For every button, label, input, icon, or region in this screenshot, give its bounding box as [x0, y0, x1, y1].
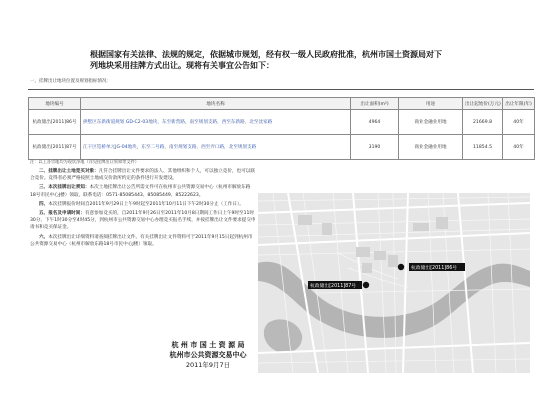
top-rule: [28, 89, 534, 90]
header-use: 用途: [399, 98, 463, 110]
parcel-86-label: 杭政储出[2011]86号: [411, 266, 458, 271]
table-footnote: 注：以上各宗地均为现状净地（详见挂牌出让须知等文件）: [30, 159, 139, 164]
paragraph-text: 本次挂牌报价时间自2011年9月29日上午9时起至2011年10月11日下午2时30分止（工作日）。: [48, 201, 244, 207]
cell-start-price: 11854.5: [463, 135, 503, 160]
header-parcel-name: 地块名称: [81, 98, 351, 110]
cell-use: 商业金融业用地: [399, 135, 463, 160]
intro-line-1: 根据国家有关法律、法规的规定，依据城市规划，经有权一级人民政府批准，杭州市国土资源局对下: [90, 50, 442, 59]
parcel-86-marker: [398, 264, 404, 270]
parcels-table: [28, 97, 535, 160]
paragraph: [30, 201, 256, 208]
cell-start-price: 21669.8: [463, 110, 503, 135]
lake: [264, 319, 302, 353]
signature-date: 2011年9月7日: [185, 361, 231, 369]
paragraph-lead: 二、挂牌出让土地竞买对象：: [39, 169, 99, 174]
header-area: 出让面积(m²): [351, 98, 399, 110]
cell-parcel-name: 拱墅区东新街道规划 GD-C2-03地块，东至新营路，南至规划支路，西至东新路，北至沈家路: [81, 110, 351, 135]
notice-intro: [90, 49, 510, 71]
paragraph: [30, 184, 256, 198]
cell-area: 4964: [351, 110, 399, 135]
cell-term: 40年: [503, 135, 535, 160]
paragraph-lead: 六、: [39, 234, 49, 240]
paragraph-lead: 三、本次挂牌出让须知：: [39, 185, 90, 191]
paragraph: [30, 168, 256, 182]
cell-parcel-name: 江干区笕桥单元JG-04地块，东至二号路，南至规划支路，西至弄口路，北至规划支路: [81, 135, 351, 160]
signature-org-2: 杭州市公共资源交易中心: [169, 351, 247, 359]
cell-use: 商业金融业用地: [399, 110, 463, 135]
parcel-87-label: 杭政储出[2011]87号: [310, 284, 357, 289]
cell-parcel-id: 杭政储出[2011]86号: [29, 110, 81, 135]
intro-line-2: 列地块采用挂牌方式出让。现将有关事宜公告如下：: [90, 61, 274, 70]
location-map: [258, 193, 530, 373]
paragraph: [30, 210, 256, 232]
paragraph-text: 有意参加竞买的，自2011年9月26日至2011年10月8日期间工作日上午9时至11时30分、下午1时30分至4时45分，到杭州市公共资源交易中心办理竞买报名手续，并按挂牌出让文件要求提交申请书和竞买保证金。: [30, 211, 256, 231]
table-row: [29, 110, 535, 135]
notice-body: [30, 168, 256, 250]
paragraph-text: 本次土地挂牌出让公告所需文件可在杭州市公共资源交易中心（杭州市解放东路18号市民中心J楼）领取，联系电话：0571-85085443、85085449、85222623。: [30, 185, 251, 198]
signature-org-1: 杭 州 市 国 土 资 源 局: [171, 341, 245, 349]
cell-parcel-id: 杭政储出[2011]87号: [29, 135, 81, 160]
header-term: 出让年限(年): [503, 98, 535, 110]
paragraph-text: 本次挂牌出让详细资料请查阅挂牌出让文件。有关挂牌出让文件资料可于2011年9月15日起到杭州市公共资源交易中心（杭州市解放东路18号市民中心J楼）领取。: [30, 234, 253, 247]
paragraph: [30, 234, 256, 248]
header-parcel-id: 地块编号: [29, 98, 81, 110]
map-graphic: [258, 193, 530, 373]
cell-area: 3190: [351, 135, 399, 160]
paragraph-lead: 五、报名及申请时间：: [39, 211, 85, 217]
paragraph-lead: 四、: [39, 201, 49, 207]
section-title: 一、挂牌出让地块位置及规划指标情况：: [30, 79, 111, 84]
parcel-87-marker: [363, 282, 369, 288]
table-header-row: [29, 98, 535, 110]
signature-block: [150, 340, 266, 370]
header-start-price: 出让起始价(万元): [463, 98, 503, 110]
cell-term: 40年: [503, 110, 535, 135]
table-row: [29, 135, 535, 160]
paragraph-text: 凡符合挂牌出让文件要求的法人、其他组织和个人，可以独立竞价，也可以联合竞价。竞得者必须严格按照土地成交价款所约定的条件进行开发建设。: [30, 169, 255, 182]
